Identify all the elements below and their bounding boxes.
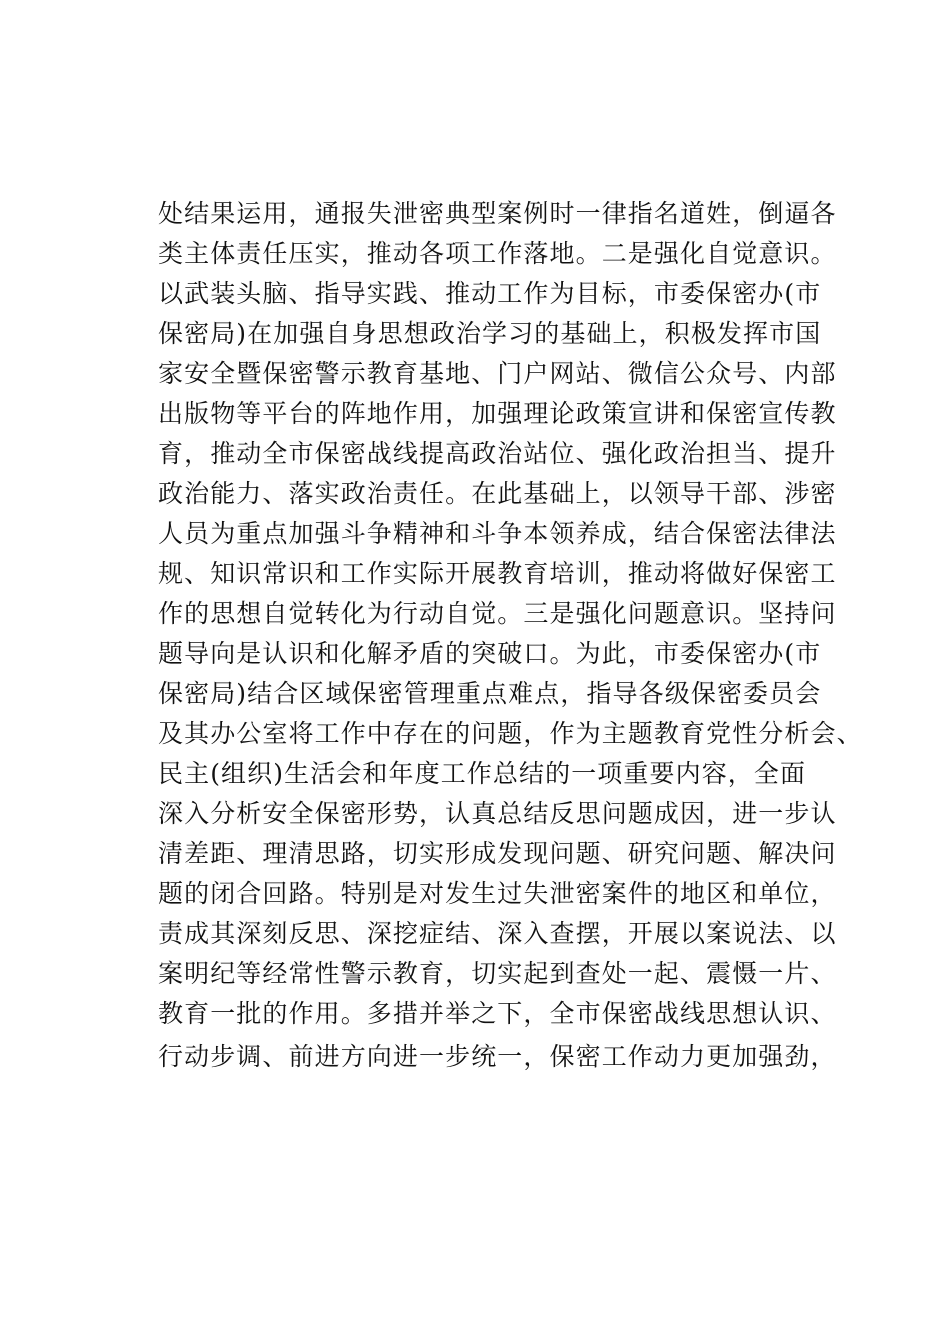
- text-line: 规、知识常识和工作实际开展教育培训，推动将做好保密工: [158, 559, 837, 588]
- text-line: 案明纪等经常性警示教育，切实起到查处一起、震慑一片、: [158, 959, 837, 988]
- text-line: 处结果运用，通报失泄密典型案例时一律指名道姓，倒逼各: [158, 199, 837, 228]
- text-line: 政治能力、落实政治责任。在此基础上，以领导干部、涉密: [158, 479, 837, 508]
- body-text: [158, 194, 863, 1077]
- text-line: 保密局)在加强自身思想政治学习的基础上，积极发挥市国: [158, 319, 822, 348]
- text-line: 民主(组织)生活会和年度工作总结的一项重要内容，全面: [158, 759, 807, 788]
- text-line: 行动步调、前进方向进一步统一，保密工作动力更加强劲，: [158, 1042, 837, 1071]
- text-line: 类主体责任压实，推动各项工作落地。二是强化自觉意识。: [158, 239, 837, 268]
- text-line: 保密局)结合区域保密管理重点难点，指导各级保密委员会: [158, 679, 822, 708]
- text-line: 题的闭合回路。特别是对发生过失泄密案件的地区和单位，: [158, 879, 837, 908]
- text-line: 深入分析安全保密形势，认真总结反思问题成因，进一步认: [158, 799, 837, 828]
- text-line: 题导向是认识和化解矛盾的突破口。为此，市委保密办(市: [158, 639, 822, 668]
- text-line: 以武装头脑、指导实践、推动工作为目标，市委保密办(市: [158, 279, 822, 308]
- text-line: 教育一批的作用。多措并举之下，全市保密战线思想认识、: [158, 999, 837, 1028]
- text-line: 清差距、理清思路，切实形成发现问题、研究问题、解决问: [158, 839, 837, 868]
- text-line: 及其办公室将工作中存在的问题，作为主题教育党性分析会、: [158, 719, 863, 748]
- text-line: 育，推动全市保密战线提高政治站位、强化政治担当、提升: [158, 439, 837, 468]
- text-line: 家安全暨保密警示教育基地、门户网站、微信公众号、内部: [158, 359, 837, 388]
- text-line: 作的思想自觉转化为行动自觉。三是强化问题意识。坚持问: [158, 599, 837, 628]
- text-line: 责成其深刻反思、深挖症结、深入查摆，开展以案说法、以: [158, 919, 837, 948]
- text-line: 人员为重点加强斗争精神和斗争本领养成，结合保密法律法: [158, 519, 837, 548]
- text-line: 出版物等平台的阵地作用，加强理论政策宣讲和保密宣传教: [158, 399, 837, 428]
